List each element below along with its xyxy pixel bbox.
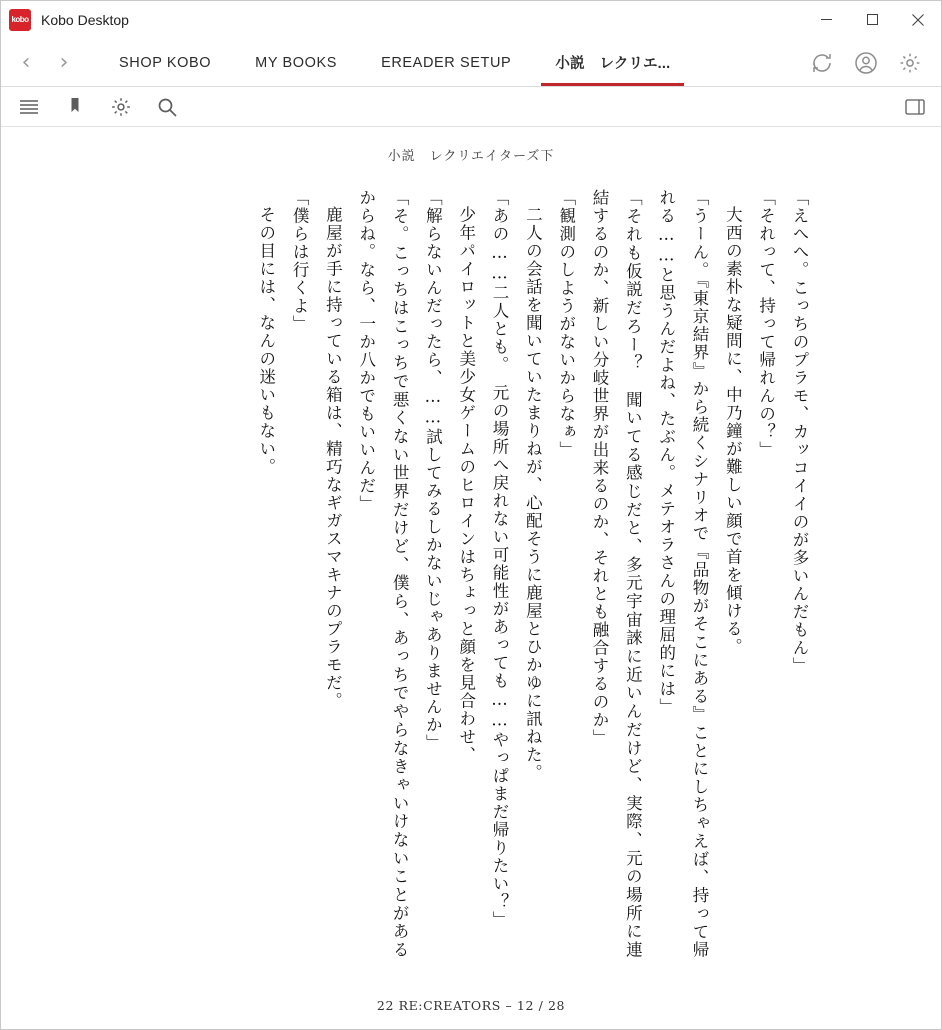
- book-text-vertical: [126, 175, 816, 967]
- minimize-button[interactable]: [803, 1, 849, 39]
- window-controls: [803, 1, 941, 39]
- paragraph: 「解らないんだったら、……試してみるしかないじゃありませんか」: [423, 189, 443, 752]
- nav-tabs: [97, 39, 692, 86]
- paragraph: その目には、なんの迷いもない。: [256, 205, 276, 476]
- nav-arrows: [7, 39, 83, 86]
- maximize-button[interactable]: [849, 1, 895, 39]
- kobo-logo-icon: [9, 9, 31, 31]
- paragraph: 「それって、持って帰れんの？」: [756, 189, 776, 459]
- account-icon[interactable]: [853, 50, 879, 76]
- annotations-panel-icon[interactable]: [903, 95, 927, 119]
- paragraph: 二人の会話を聞いていたまりねが、心配そうに鹿屋とひかゆに訊ねた。: [523, 205, 543, 782]
- book-running-title: 小説 レクリエイターズ下: [387, 149, 555, 164]
- tab-ereader-setup[interactable]: EREADER SETUP: [381, 54, 512, 71]
- maximize-icon: [866, 13, 879, 26]
- bookmark-icon[interactable]: [63, 95, 87, 119]
- close-icon: [911, 13, 925, 27]
- tab-shop-kobo[interactable]: SHOP KOBO: [119, 54, 212, 71]
- paragraph: 「そ。こっちはこっちで悪くない世界だけど、僕ら、あっちでやらなきゃいけないことがあるからね。なら、一か八かでもいいんだ」: [356, 189, 410, 959]
- minimize-icon: [820, 13, 833, 26]
- paragraph: 「あの……二人とも。 元の場所へ戻れない可能性があっても……やっぱまだ帰りたい？」: [490, 189, 510, 929]
- app-title: Kobo Desktop: [41, 11, 129, 28]
- table-of-contents-icon[interactable]: [17, 95, 41, 119]
- reader-toolbar: [1, 87, 941, 127]
- tab-current-book[interactable]: 小説 レクリエ...: [533, 39, 692, 86]
- close-button[interactable]: [895, 1, 941, 39]
- main-navigation-bar: [1, 39, 941, 87]
- search-icon[interactable]: [155, 95, 179, 119]
- paragraph: 鹿屋が手に持っている箱は、精巧なギガスマキナのプラモだ。: [323, 205, 343, 710]
- paragraph: 「それも仮説だろー？ 聞いてる感じだと、多元宇宙誺に近いんだけど、実際、元の場所に連結するのか、新しい分岐世界が出来るのか、それとも融合するのか」: [590, 189, 643, 959]
- gear-icon[interactable]: [897, 50, 923, 76]
- paragraph: 「僕らは行くよ」: [290, 189, 310, 333]
- nav-right-icons: [809, 39, 929, 86]
- paragraph: 大西の素朴な疑問に、中乃鐘が難しい顔で首を傾ける。: [723, 205, 743, 656]
- display-settings-icon[interactable]: [109, 95, 133, 119]
- forward-button[interactable]: ›: [59, 50, 69, 75]
- paragraph: 少年パイロットと美少女ゲームのヒロインはちょっと顔を見合わせ、: [456, 205, 476, 764]
- page-footer: 22 RE:CREATORS – 12 / 28: [376, 998, 566, 1013]
- paragraph: 「えへへ。こっちのプラモ、カッコイイのが多いんだもん」: [790, 189, 809, 675]
- paragraph: 「うーん。『東京結界』から続くシナリオで『品物がそこにある』ことにしちゃえば、持って帰れる……と思うんだよね、たぶん。メテオラさんの理屈的には」: [656, 189, 710, 959]
- paragraph: 「観測のしようがないからなぁ」: [556, 189, 576, 459]
- tab-my-books[interactable]: MY BOOKS: [255, 54, 338, 71]
- page-body: [1, 175, 941, 967]
- sync-icon[interactable]: [809, 50, 835, 76]
- title-bar: [1, 1, 941, 39]
- back-button[interactable]: ‹: [21, 50, 31, 75]
- kobo-logo-text: kobo: [11, 15, 29, 24]
- reader-page[interactable]: [1, 127, 941, 1029]
